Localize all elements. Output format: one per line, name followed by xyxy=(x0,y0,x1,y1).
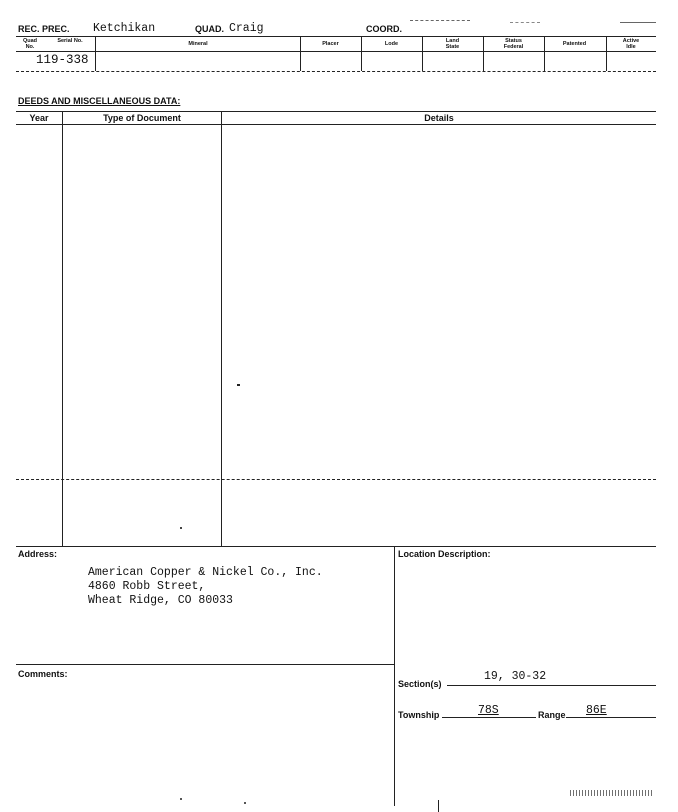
stray-mark xyxy=(180,527,182,529)
township-underline xyxy=(442,717,536,718)
stray-mark xyxy=(180,798,182,800)
section-underline xyxy=(447,685,656,686)
quad-serial-value: 119-338 xyxy=(36,53,89,67)
township-label: Township xyxy=(398,710,440,720)
coord-blank-line-3 xyxy=(620,22,656,23)
deeds-dashed-separator xyxy=(16,479,656,480)
deeds-header-rule xyxy=(16,124,656,125)
col-divider xyxy=(300,36,301,71)
quad-value: Craig xyxy=(229,22,264,35)
col-divider xyxy=(544,36,545,71)
location-description-label: Location Description: xyxy=(398,549,491,559)
address-label: Address: xyxy=(18,549,58,559)
range-value: 86E xyxy=(586,704,607,717)
quad-label: QUAD. xyxy=(195,24,224,34)
address-line-3: Wheat Ridge, CO 80033 xyxy=(88,594,233,607)
comments-top-rule xyxy=(16,664,395,665)
col-divider xyxy=(95,36,96,71)
coord-label: COORD. xyxy=(366,24,402,34)
comments-label: Comments: xyxy=(18,669,68,679)
address-line-2: 4860 Robb Street, xyxy=(88,580,206,593)
coord-blank-line-2 xyxy=(510,22,540,23)
header-bottom-dashed-rule xyxy=(16,71,656,72)
stray-mark xyxy=(237,384,240,386)
township-value: 78S xyxy=(478,704,499,717)
col-placer: Placer xyxy=(322,41,339,47)
deeds-col-type: Type of Document xyxy=(103,113,181,123)
col-status-federal: Status Federal xyxy=(503,38,524,50)
header-top-rule xyxy=(16,36,656,37)
col-mineral: Mineral xyxy=(188,41,208,47)
col-divider xyxy=(361,36,362,71)
header-column-rule xyxy=(16,51,656,52)
col-quad-no: Quad No. xyxy=(22,38,38,50)
address-line-1: American Copper & Nickel Co., Inc. xyxy=(88,566,323,579)
section-value: 19, 30-32 xyxy=(484,670,547,683)
coord-blank-line xyxy=(410,20,470,21)
address-location-divider xyxy=(394,546,395,806)
col-divider xyxy=(606,36,607,71)
col-patented: Patented xyxy=(562,41,587,47)
scan-artifact xyxy=(570,790,654,796)
deeds-col-divider xyxy=(62,111,63,546)
range-label: Range xyxy=(538,710,566,720)
rec-prec-label: REC. PREC. xyxy=(18,24,70,34)
col-lode: Lode xyxy=(384,41,399,47)
deeds-top-rule xyxy=(16,111,656,112)
section-label: Section(s) xyxy=(398,679,442,689)
col-divider xyxy=(483,36,484,71)
col-divider xyxy=(422,36,423,71)
stray-mark xyxy=(244,802,246,804)
rec-prec-value: Ketchikan xyxy=(93,22,156,35)
col-serial-no: Serial No. xyxy=(57,38,83,44)
stray-mark xyxy=(438,800,439,812)
deeds-section-title: DEEDS AND MISCELLANEOUS DATA: xyxy=(18,96,181,106)
deeds-col-details: Details xyxy=(424,113,454,123)
col-land-state: Land State xyxy=(445,38,460,50)
col-active-idle: Active Idle xyxy=(622,38,640,50)
range-underline xyxy=(566,717,656,718)
deeds-col-year: Year xyxy=(29,113,49,123)
address-top-rule xyxy=(16,546,656,547)
deeds-col-divider xyxy=(221,111,222,546)
